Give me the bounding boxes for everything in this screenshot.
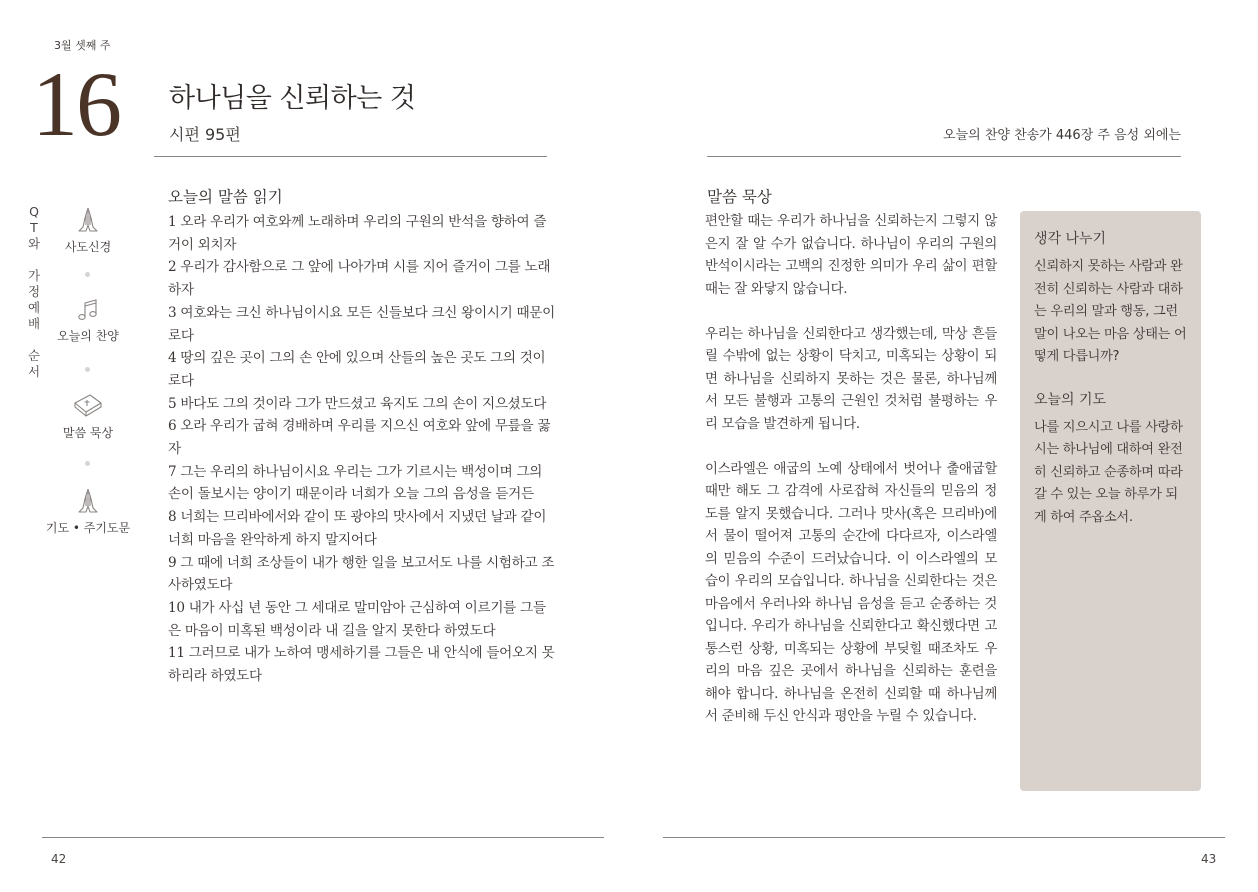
todays-hymn-line: 오늘의 찬양 찬송가 446장 주 음성 외에는 — [943, 128, 1181, 143]
page-number-right: 43 — [1201, 852, 1217, 866]
praying-hands-icon — [73, 205, 103, 235]
header-divider-left — [154, 156, 547, 157]
week-label: 3월 셋째 주 — [54, 39, 111, 52]
verse: 6 오라 우리가 굽혀 경배하며 우리를 지으신 여호와 앞에 무릎을 꿇자 — [168, 418, 551, 458]
praying-hands-icon — [73, 486, 103, 516]
footer-divider-right — [663, 837, 1225, 838]
verse: 3 여호와는 크신 하나님이시요 모든 신들보다 크신 왕이시기 때문이로다 — [168, 304, 555, 344]
music-note-icon — [74, 298, 102, 324]
sidebar-label: 기도 • 주기도문 — [45, 521, 131, 535]
sharing-heading: 생각 나누기 — [1034, 231, 1107, 247]
meditation-paragraph: 편안할 때는 우리가 하나님을 신뢰하는지 그렇지 않은지 잘 알 수가 없습니다. 하나님이 우리의 구원의 반석이시라는 고백의 진정한 의미가 우리 삶이 편할 때는 잘 와닿지 않습니다. — [705, 214, 997, 297]
verse: 11 그러므로 내가 노하여 맹세하기를 그들은 내 안식에 들어오지 못하리라 하였도다 — [168, 645, 555, 685]
sidebar-label: 말씀 묵상 — [62, 426, 114, 440]
verse: 10 내가 사십 년 동안 그 세대로 말미암아 근심하여 이르기를 그들은 마음이 미혹된 백성이라 내 길을 알지 못한다 하였도다 — [168, 599, 546, 639]
vertical-section-label: Q T 와 가 정 예 배 순 서 — [27, 204, 41, 379]
meditation-heading: 말씀 묵상 — [707, 188, 772, 206]
meditation-paragraph: 우리는 하나님을 신뢰한다고 생각했는데, 막상 흔들릴 수밖에 없는 상황이 닥치고, 미혹되는 상황이 되면 하나님을 신뢰하지 못하는 것은 물론, 하나님께서 모든 불행과 고통의 근원인 것처럼 불평하는 우리 모습을 발견하게 됩니다. — [705, 326, 997, 432]
verse: 1 오라 우리가 여호와께 노래하며 우리의 구원의 반석을 향하여 즐거이 외치자 — [168, 214, 547, 253]
verse: 7 그는 우리의 하나님이시요 우리는 그가 기르시는 백성이며 그의 손이 돌보시는 양이기 때문이라 너희가 오늘 그의 음성을 듣거든 — [168, 463, 543, 503]
footer-divider-left — [42, 837, 604, 838]
reading-heading: 오늘의 말씀 읽기 — [168, 188, 283, 206]
sidebar-item-apostles-creed — [43, 205, 133, 255]
sharing-prayer-box — [1020, 211, 1201, 791]
prayer-text: 나를 지으시고 나를 사랑하시는 하나님에 대하여 완전히 신뢰하고 순종하며 따라갈 수 있는 오늘 하루가 되게 하여 주옵소서. — [1034, 419, 1183, 525]
header-divider-right — [707, 156, 1181, 157]
page-title: 하나님을 신뢰하는 것 — [169, 83, 416, 114]
sidebar-item-prayer — [43, 486, 133, 536]
sidebar-dot — [85, 461, 90, 466]
meditation-paragraph: 이스라엘은 애굽의 노예 상태에서 벗어나 출애굽할 때만 해도 그 감격에 사로잡혀 자신들의 믿음의 정도를 알지 못했습니다. 그러나 맛사(혹은 므리바)에서 물이 떨어져 고통의 순간에 다다르자, 이스라엘의 믿음의 수준이 드러났습니다. 이 이스라엘의 모습이 우리의 모습입니다. 하나님을 신뢰한다는 것은 마음에서 우러나와 하나님 음성을 듣고 순종하는 것입니다. 우리가 하나님을 신뢰한다고 확신했다면 고통스런 상황, 미혹되는 상황에 부딪힐 때조차도 우리의 마음 깊은 곳에서 하나님을 신뢰하는 훈련을 해야 합니다. 하나님을 온전히 신뢰할 때 하나님께서 준비해 두신 안식과 평안을 누릴 수 있습니다. — [705, 461, 997, 724]
verse: 8 너희는 므리바에서와 같이 또 광야의 맛사에서 지냈던 날과 같이 너희 마음을 완악하게 하지 말지어다 — [168, 509, 547, 548]
verse: 5 바다도 그의 것이라 그가 만드셨고 육지도 그의 손이 지으셨도다 — [168, 395, 547, 412]
page-number-left: 42 — [51, 852, 67, 866]
sidebar-item-word-meditation — [43, 391, 133, 441]
verse: 9 그 때에 너희 조상들이 내가 행한 일을 보고서도 나를 시험하고 조사하였도다 — [168, 554, 555, 594]
sidebar-item-todays-hymn — [43, 298, 133, 344]
verse: 4 땅의 깊은 곳이 그의 손 안에 있으며 산들의 높은 곳도 그의 것이로다 — [168, 350, 546, 389]
sidebar-dot — [85, 272, 90, 277]
scripture-reference: 시편 95편 — [169, 125, 241, 144]
meditation-text — [705, 211, 997, 751]
sidebar-dot — [85, 367, 90, 372]
sidebar-label: 오늘의 찬양 — [57, 329, 119, 343]
verse: 2 우리가 감사함으로 그 앞에 나아가며 시를 지어 즐거이 그를 노래하자 — [168, 259, 551, 299]
scripture-reading — [168, 211, 556, 688]
prayer-heading: 오늘의 기도 — [1034, 391, 1107, 408]
day-number: 16 — [32, 53, 120, 155]
sidebar-label: 사도신경 — [64, 240, 112, 254]
sharing-text: 신뢰하지 못하는 사람과 완전히 신뢰하는 사람과 대하는 우리의 말과 행동, 그런 말이 나오는 마음 상태는 어떻게 다릅니까? — [1034, 259, 1187, 364]
bible-book-icon — [72, 391, 104, 421]
